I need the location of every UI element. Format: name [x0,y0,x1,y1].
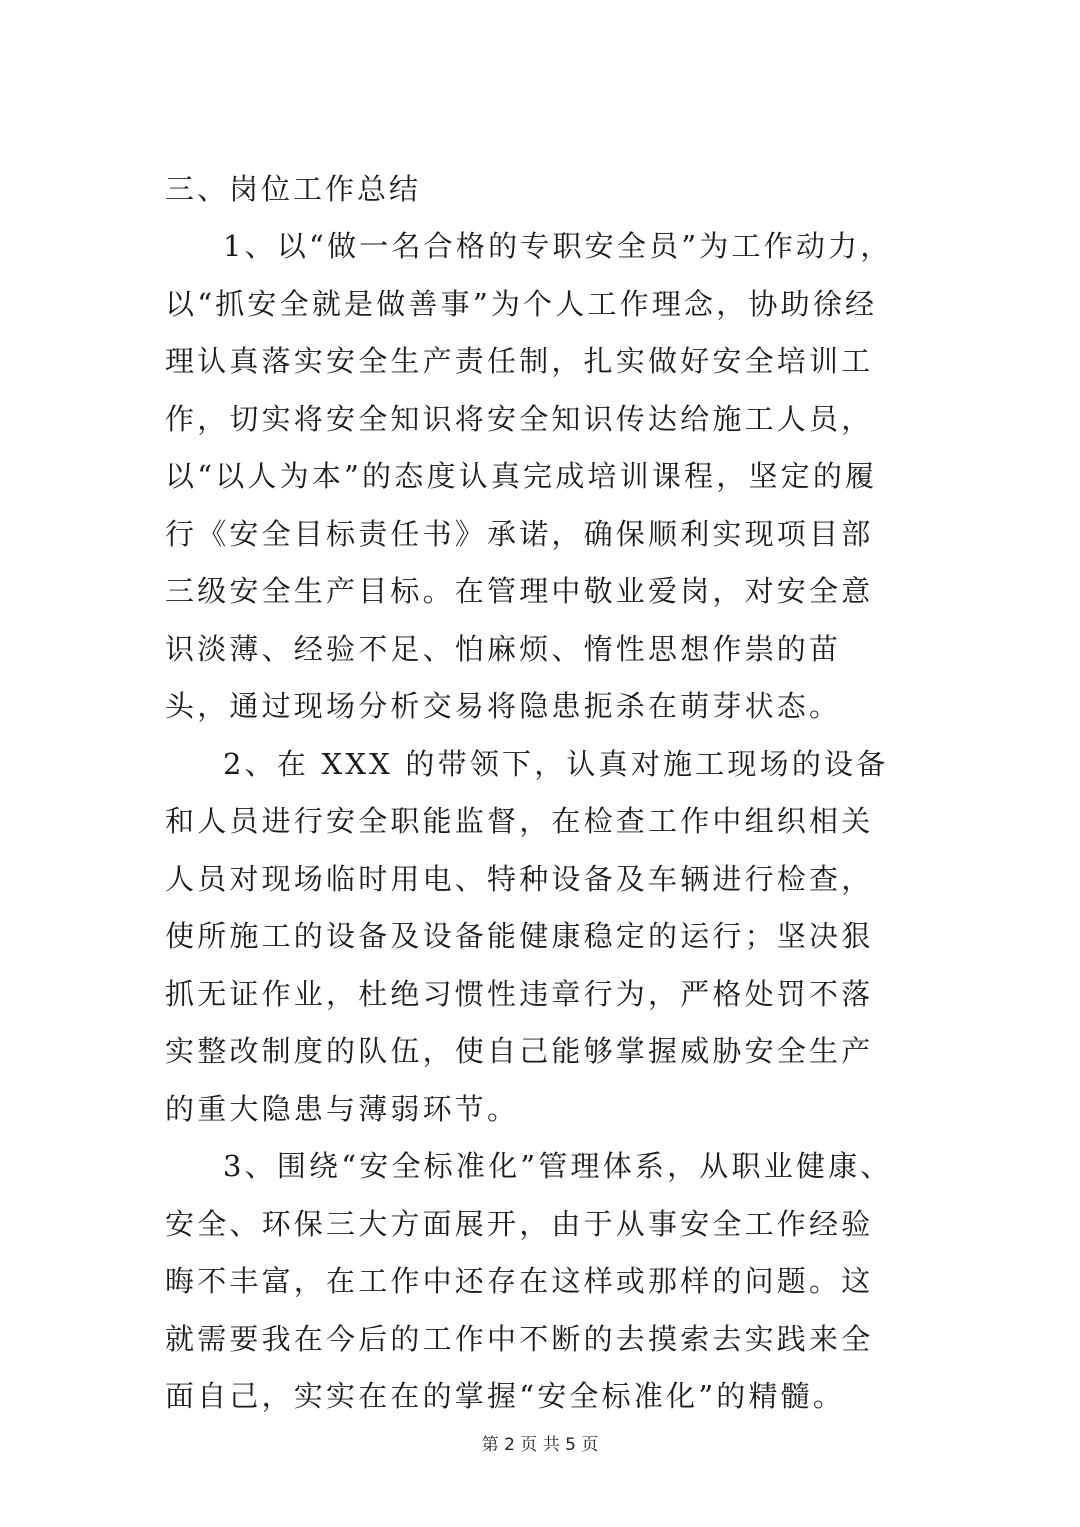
paragraph-3: 3、围绕“安全标准化”管理体系，从职业健康、安全、环保三大方面展开，由于从事安全工作经验晦不丰富，在工作中还存在这样或那样的问题。这就需要我在今后的工作中不断的去摸索去实践来全面自己，实实在在的掌握“安全标准化”的精髓。 [165,1149,893,1413]
paragraph-2: 2、在 XXX 的带领下，认真对施工现场的设备和人员进行安全职能监督，在检查工作中组织相关人员对现场临时用电、特种设备及车辆进行检查，使所施工的设备及设备能健康稳定的运行；坚决狠抓无证作业，杜绝习惯性违章行为，严格处罚不落实整改制度的队伍，使自己能够掌握威胁安全生产的重大隐患与薄弱环节。 [165,746,889,1126]
section-heading: 三、岗位工作总结 [165,172,422,206]
document-body [165,160,905,1426]
page-number-footer: 第 2 页 共 5 页 [481,1435,599,1455]
paragraph-1: 1、以“做一名合格的专职安全员”为工作动力，以“抓安全就是做善事”为个人工作理念，协助徐经理认真落实安全生产责任制，扎实做好安全培训工作，切实将安全知识将安全知识传达给施工人员，以“以人为本”的态度认真完成培训课程，坚定的履行《安全目标责任书》承诺，确保顺利实现项目部三级安全生产目标。在管理中敬业爱岗，对安全意识淡薄、经验不足、怕麻烦、惰性思想作祟的苗头，通过现场分析交易将隐患扼杀在萌芽状态。 [165,229,893,723]
